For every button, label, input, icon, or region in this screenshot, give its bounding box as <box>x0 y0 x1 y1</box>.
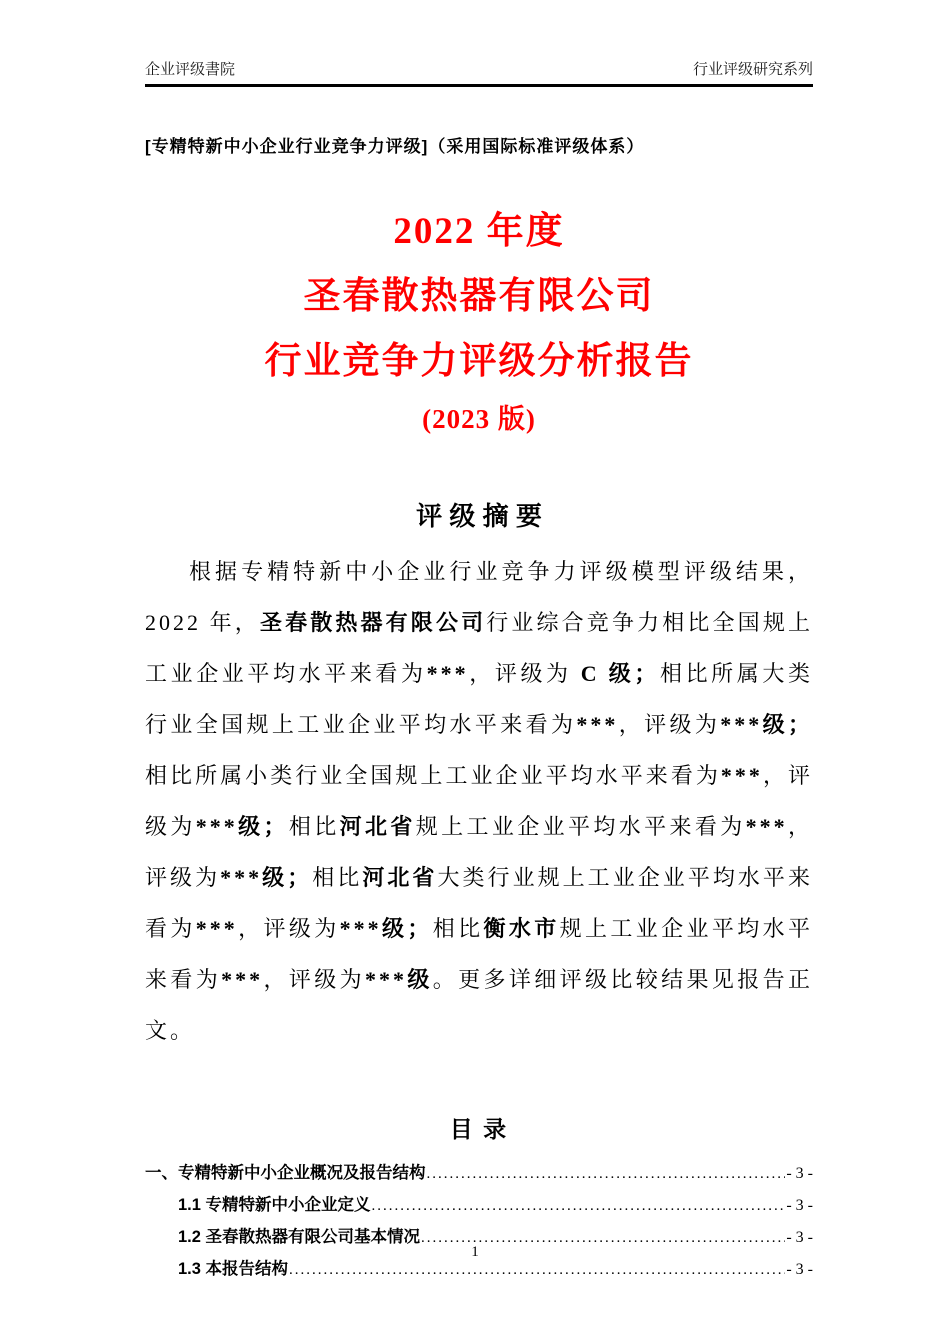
summary-segment: *** <box>745 814 788 839</box>
rating-system-subtitle: [专精特新中小企业行业竞争力评级]（采用国际标准评级体系） <box>145 137 645 156</box>
toc-entry-label: 一、专精特新中小企业概况及报告结构 <box>145 1164 426 1182</box>
toc-entry-page-number: - 3 - <box>786 1197 813 1214</box>
toc-entry-page-number: - 3 - <box>786 1165 813 1182</box>
summary-segment: 圣春散热器有限公司 <box>259 610 487 635</box>
summary-segment: ***级； <box>339 916 433 941</box>
title-year: 2022 年度 <box>393 211 565 252</box>
summary-segment: 相比 <box>432 916 484 941</box>
summary-segment: 根据专精特新中小企业行业竞争力评级模型评级结果，2022 年， <box>145 559 813 635</box>
summary-segment: *** <box>576 712 619 737</box>
summary-segment: 大类行业规上工业企业平均水平来看为 <box>145 865 813 941</box>
summary-segment: ，评级为 <box>618 712 721 737</box>
toc-entry-page-number: - 3 - <box>786 1229 813 1246</box>
summary-segment: 河北省 <box>362 865 438 890</box>
toc-entry-label: 1.2 圣春散热器有限公司基本情况 <box>178 1228 421 1246</box>
toc-entry-label: 1.3 本报告结构 <box>178 1260 289 1278</box>
header-left-text: 企业评级書院 <box>145 61 236 78</box>
summary-segment: ***级； <box>195 814 289 839</box>
summary-segment: 。更多详细评级比较结果见报告正文。 <box>145 967 813 1043</box>
summary-segment: 相比 <box>312 865 363 890</box>
summary-heading: 评 级 摘 要 <box>416 501 542 531</box>
title-version: (2023 版) <box>422 404 536 434</box>
summary-segment: 规上工业企业平均水平来看为 <box>145 916 813 992</box>
summary-segment: C 级； <box>580 661 660 686</box>
summary-segment: *** <box>195 916 238 941</box>
summary-segment: 相比 <box>288 814 340 839</box>
report-title-block <box>145 199 813 440</box>
summary-segment: 衡水市 <box>483 916 560 941</box>
summary-segment: ***级； <box>220 865 313 890</box>
page-header <box>145 58 813 87</box>
toc-entry <box>145 1190 813 1222</box>
summary-segment: ***级 <box>365 967 433 992</box>
header-right-text: 行业评级研究系列 <box>692 61 813 78</box>
toc-entry-page-number: - 3 - <box>786 1261 813 1278</box>
summary-segment: ***级； <box>720 712 813 737</box>
summary-segment: 相比所属小类行业全国规上工业企业平均水平来看为 <box>145 763 721 788</box>
summary-segment: *** <box>720 763 763 788</box>
summary-segment: ，评级为 <box>468 661 581 686</box>
toc-list <box>145 1158 813 1286</box>
title-company-name: 圣春散热器有限公司 <box>303 276 655 317</box>
summary-segment: *** <box>221 967 264 992</box>
summary-segment: ，评级为 <box>145 763 813 839</box>
toc-dot-leader <box>372 1191 786 1222</box>
summary-segment: 河北省 <box>339 814 416 839</box>
page-number: 1 <box>471 1244 479 1260</box>
summary-segment: 行业综合竞争力相比全国规上工业企业平均水平来看为 <box>145 610 813 686</box>
toc-entry-label: 1.1 专精特新中小企业定义 <box>178 1196 371 1214</box>
summary-segment: ，评级为 <box>237 916 340 941</box>
summary-paragraph <box>145 546 813 1056</box>
summary-segment: 相比所属大类行业全国规上工业企业平均水平来看为 <box>145 661 813 737</box>
toc-heading: 目 录 <box>449 1116 509 1142</box>
summary-segment: 规上工业企业平均水平来看为 <box>415 814 746 839</box>
title-report-name: 行业竞争力评级分析报告 <box>264 341 694 382</box>
summary-segment: ，评级为 <box>145 814 813 890</box>
summary-segment: ，评级为 <box>263 967 365 992</box>
toc-entry <box>145 1158 813 1190</box>
toc-dot-leader <box>427 1159 786 1190</box>
summary-segment: *** <box>426 661 469 686</box>
